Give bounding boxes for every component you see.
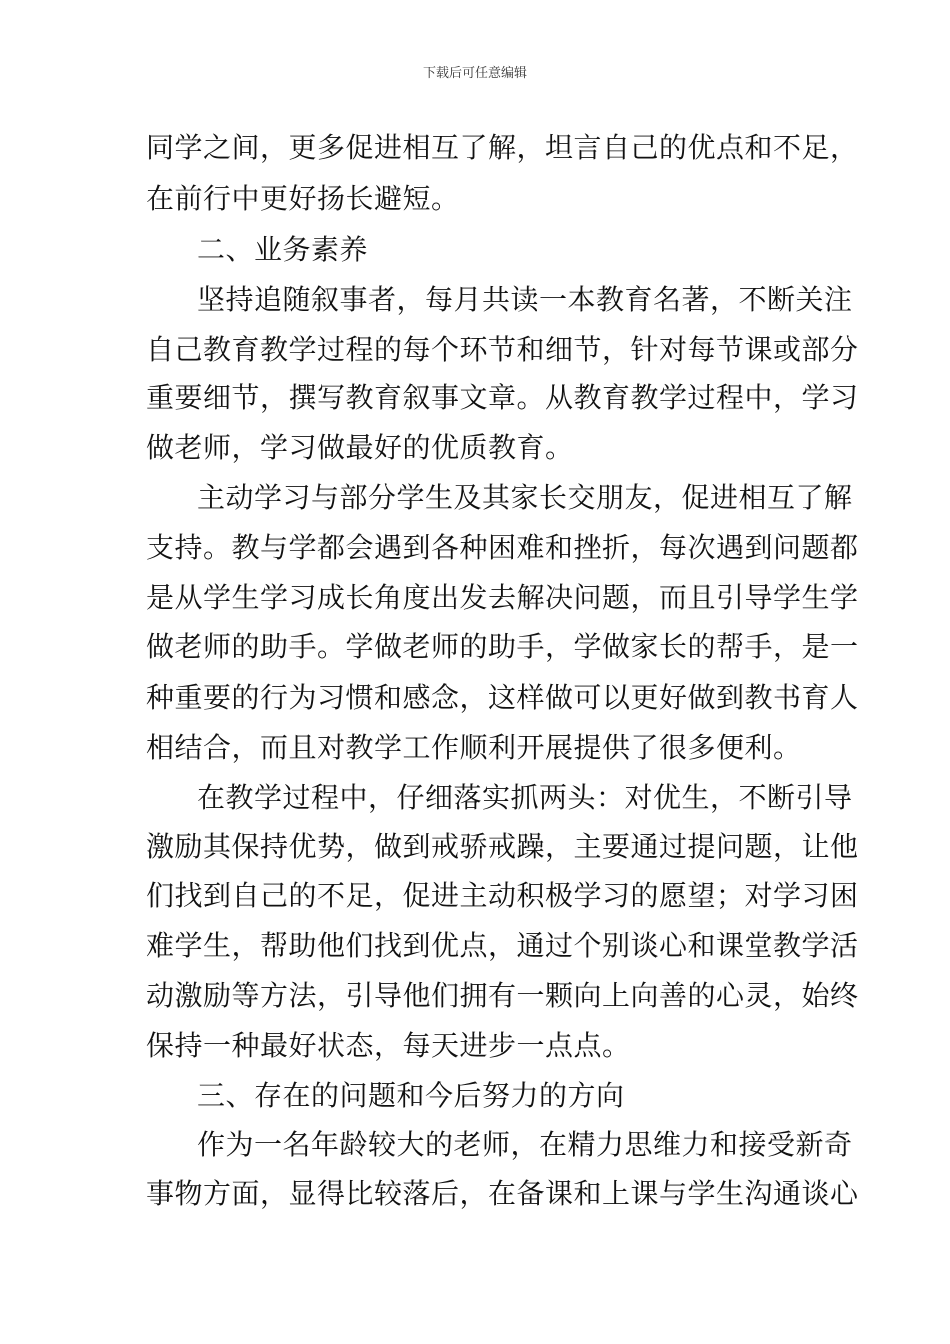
text-line: 事物方面，显得比较落后，在备课和上课与学生沟通谈心	[146, 1177, 859, 1210]
text-line: 难学生，帮助他们找到优点，通过个别谈心和课堂教学活	[146, 929, 859, 962]
text-line: 重要细节，撰写教育叙事文章。从教育教学过程中，学习	[146, 381, 859, 414]
text-line: 主动学习与部分学生及其家长交朋友，促进相互了解	[197, 481, 853, 514]
text-line: 激励其保持优势，做到戒骄戒躁，主要通过提问题，让他	[146, 830, 859, 863]
section-heading: 三、存在的问题和今后努力的方向	[197, 1079, 625, 1112]
text-line: 种重要的行为习惯和感念，这样做可以更好做到教书育人	[146, 681, 859, 714]
text-line: 动激励等方法，引导他们拥有一颗向上向善的心灵，始终	[146, 979, 859, 1012]
text-line: 作为一名年龄较大的老师，在精力思维力和接受新奇	[197, 1128, 853, 1161]
text-line: 是从学生学习成长角度出发去解决问题，而且引导学生学	[146, 581, 859, 614]
section-heading: 二、业务素养	[197, 233, 369, 266]
text-line: 同学之间，更多促进相互了解，坦言自己的优点和不足，	[146, 131, 859, 164]
text-line: 相结合，而且对教学工作顺利开展提供了很多便利。	[146, 731, 802, 764]
text-line: 在前行中更好扬长避短。	[146, 182, 460, 215]
text-line: 们找到自己的不足，促进主动积极学习的愿望；对学习困	[146, 879, 859, 912]
text-line: 支持。教与学都会遇到各种困难和挫折，每次遇到问题都	[146, 531, 859, 564]
text-line: 自己教育教学过程的每个环节和细节，针对每节课或部分	[146, 333, 859, 366]
text-line: 保持一种最好状态，每天进步一点点。	[146, 1029, 631, 1062]
text-line: 做老师的助手。学做老师的助手，学做家长的帮手，是一	[146, 630, 859, 663]
page-header: 下载后可任意编辑	[422, 66, 527, 81]
text-line: 做老师，学习做最好的优质教育。	[146, 431, 574, 464]
text-line: 在教学过程中，仔细落实抓两头：对优生，不断引导	[197, 781, 853, 814]
text-line: 坚持追随叙事者，每月共读一本教育名著，不断关注	[197, 283, 853, 316]
